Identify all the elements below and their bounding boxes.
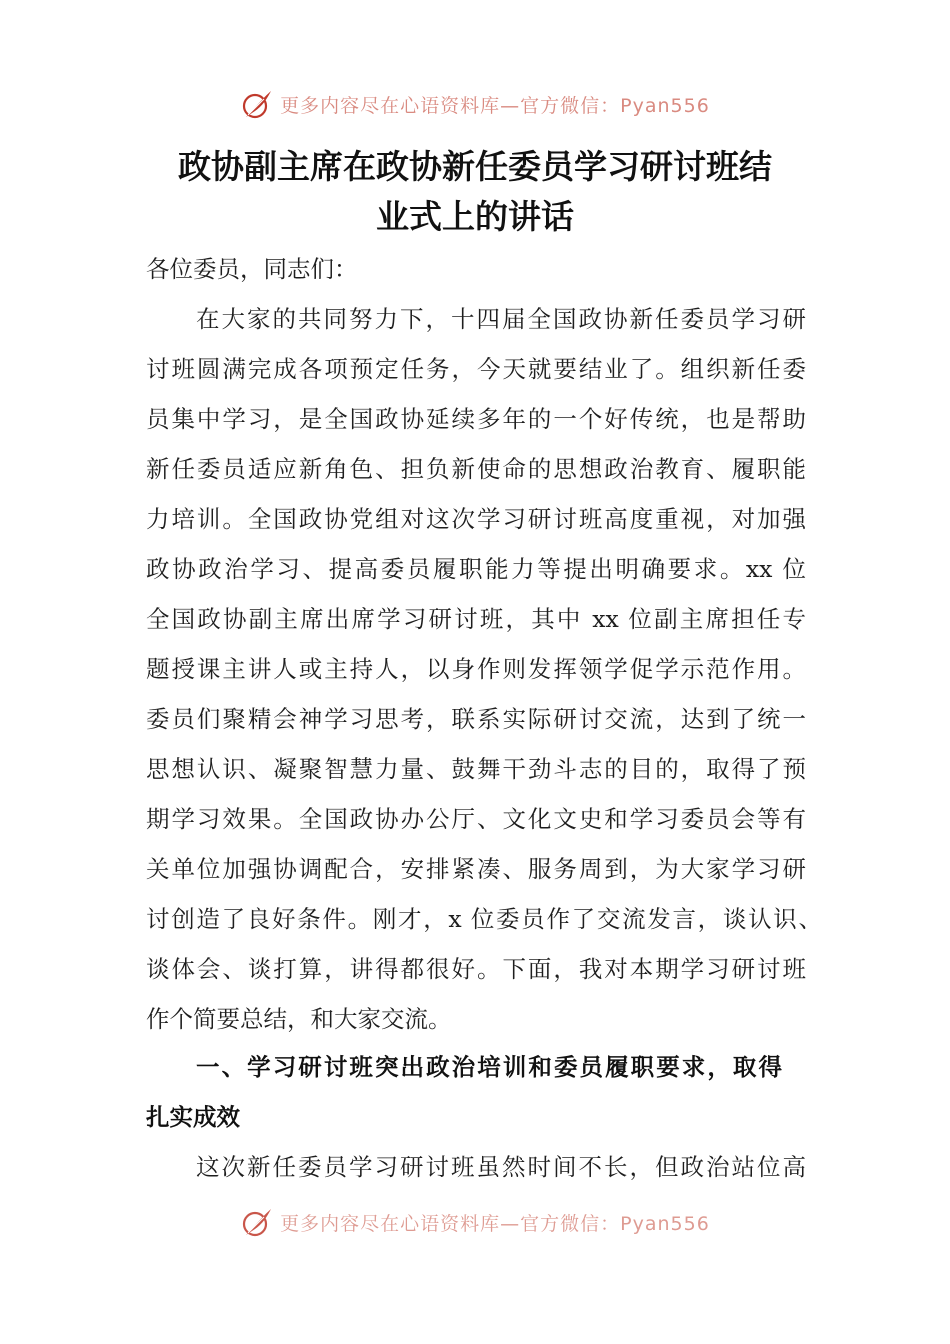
- paragraph-line: 讨班圆满完成各项预定任务，今天就要结业了。组织新任委: [146, 355, 806, 383]
- salutation: 各位委员，同志们：: [146, 255, 358, 283]
- paragraph-line: 关单位加强协调配合，安排紧凑、服务周到，为大家学习研: [146, 855, 806, 883]
- section-heading-line-2: 扎实成效: [146, 1103, 240, 1131]
- watermark-header: [0, 84, 950, 124]
- paragraph-line: 力培训。全国政协党组对这次学习研讨班高度重视，对加强: [146, 505, 806, 533]
- watermark-footer: [0, 1202, 950, 1242]
- paragraph-line: 新任委员适应新角色、担负新使命的思想政治教育、履职能: [146, 455, 806, 483]
- paragraph-line: 作个简要总结，和大家交流。: [146, 1005, 452, 1033]
- section-heading-line-1: 一、学习研讨班突出政治培训和委员履职要求，取得: [196, 1053, 782, 1081]
- paragraph-line: 政协政治学习、提高委员履职能力等提出明确要求。xx 位: [146, 555, 806, 583]
- paragraph-line: 全国政协副主席出席学习研讨班，其中 xx 位副主席担任专: [146, 605, 806, 633]
- feather-logo-icon: [240, 1205, 274, 1239]
- paragraph-line: 思想认识、凝聚智慧力量、鼓舞干劲斗志的目的，取得了预: [146, 755, 806, 783]
- paragraph-line: 讨创造了良好条件。刚才，x 位委员作了交流发言，谈认识、: [146, 905, 822, 933]
- feather-logo-icon: [240, 87, 274, 121]
- document-title-line-2: 业式上的讲话: [376, 197, 574, 236]
- watermark-text: 更多内容尽在心语资料库—官方微信：Pyan556: [280, 1212, 710, 1235]
- paragraph-line: 委员们聚精会神学习思考，联系实际研讨交流，达到了统一: [146, 705, 806, 733]
- paragraph-line: 谈体会、谈打算，讲得都很好。下面，我对本期学习研讨班: [146, 955, 806, 983]
- paragraph-line: 员集中学习，是全国政协延续多年的一个好传统，也是帮助: [146, 405, 806, 433]
- paragraph-line: 在大家的共同努力下，十四届全国政协新任委员学习研: [196, 305, 806, 333]
- paragraph-line: 这次新任委员学习研讨班虽然时间不长，但政治站位高: [196, 1153, 806, 1181]
- paragraph-line: 期学习效果。全国政协办公厅、文化文史和学习委员会等有: [146, 805, 806, 833]
- document-title-line-1: 政协副主席在政协新任委员学习研讨班结: [178, 147, 772, 186]
- watermark-text: 更多内容尽在心语资料库—官方微信：Pyan556: [280, 94, 710, 117]
- paragraph-line: 题授课主讲人或主持人，以身作则发挥领学促学示范作用。: [146, 655, 806, 683]
